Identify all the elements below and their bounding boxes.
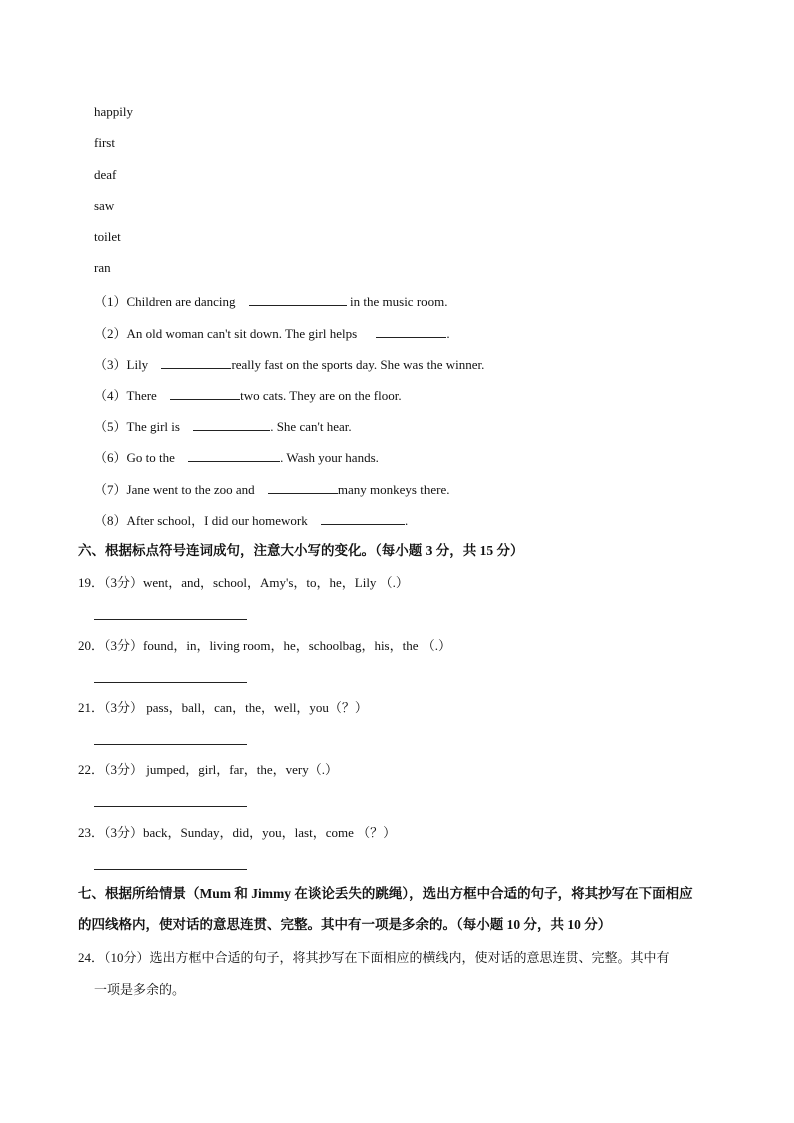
answer-line[interactable] [94, 682, 247, 683]
reorder-question: 22．（3分） jumped，girl，far，the，very（.） [78, 762, 338, 777]
answer-line[interactable] [94, 869, 247, 870]
answer-blank[interactable] [249, 293, 347, 306]
item-text-after: . [405, 513, 409, 528]
item-text-before: There [126, 388, 157, 403]
reorder-question: 23．（3分）back，Sunday，did，you，last，come （？） [78, 825, 397, 840]
question-24-cont: 一项是多余的。 [94, 982, 186, 997]
item-text-before: The girl is [126, 419, 180, 434]
fill-item [94, 449, 379, 466]
item-text-after: many monkeys there. [337, 482, 450, 497]
fill-item [94, 325, 450, 342]
item-number: （7） [94, 482, 127, 497]
item-text-after: in the music room. [346, 294, 448, 309]
answer-blank[interactable] [193, 418, 270, 431]
question-24: 24．（10分）选出方框中合适的句子，将其抄写在下面相应的横线内，使对话的意思连贯、完整。其中有 [78, 950, 670, 965]
item-number: （2） [94, 326, 127, 341]
reorder-question: 20．（3分）found，in，living room，he，schoolbag，his，the （.） [78, 638, 452, 653]
item-text-after: really fast on the sports day. She was the winner. [231, 357, 485, 372]
reorder-question: 21．（3分） pass，ball，can，the，well，you（？） [78, 700, 368, 715]
item-text-after: . [446, 326, 450, 341]
fill-item [94, 418, 352, 435]
item-number: （3） [94, 357, 127, 372]
answer-line[interactable] [94, 744, 247, 745]
fill-item [94, 481, 449, 498]
answer-blank[interactable] [268, 481, 338, 494]
answer-blank[interactable] [376, 325, 446, 338]
fill-item [94, 512, 408, 529]
section-7-heading-cont: 的四线格内，使对话的意思连贯、完整。其中有一项是多余的。（每小题 10 分，共 10 分） [78, 917, 612, 932]
answer-blank[interactable] [321, 512, 405, 525]
item-text-before: Lily [126, 357, 149, 372]
item-number: （1） [94, 294, 127, 309]
item-number: （5） [94, 419, 127, 434]
item-text-before: An old woman can't sit down. The girl helps [126, 326, 358, 341]
answer-line[interactable] [94, 806, 247, 807]
item-text-before: Go to the [126, 450, 175, 465]
fill-item [94, 293, 448, 310]
word-bank-item: saw [94, 198, 115, 213]
item-text-before: After school，I did our homework [126, 513, 308, 528]
answer-line[interactable] [94, 619, 247, 620]
word-bank-item: happily [94, 104, 133, 119]
answer-blank[interactable] [161, 356, 231, 369]
word-bank-item: deaf [94, 167, 117, 182]
word-bank-item: first [94, 135, 115, 150]
word-bank-item: toilet [94, 229, 121, 244]
item-text-after: . She can't hear. [270, 419, 352, 434]
item-text-before: Jane went to the zoo and [126, 482, 255, 497]
word-bank-item: ran [94, 260, 111, 275]
item-number: （4） [94, 388, 127, 403]
item-text-after: two cats. They are on the floor. [240, 388, 402, 403]
fill-item [94, 356, 484, 373]
item-text-after: . Wash your hands. [280, 450, 379, 465]
item-number: （8） [94, 513, 127, 528]
section-7-heading: 七、根据所给情景（Mum 和 Jimmy 在谈论丢失的跳绳），选出方框中合适的句子，将其抄写在下面相应 [78, 886, 693, 901]
item-number: （6） [94, 450, 127, 465]
answer-blank[interactable] [170, 387, 240, 400]
fill-item [94, 387, 402, 404]
item-text-before: Children are dancing [126, 294, 236, 309]
reorder-question: 19．（3分）went，and，school，Amy's，to，he，Lily （.） [78, 575, 409, 590]
section-6-heading: 六、根据标点符号连词成句，注意大小写的变化。（每小题 3 分，共 15 分） [78, 543, 524, 558]
answer-blank[interactable] [188, 449, 280, 462]
